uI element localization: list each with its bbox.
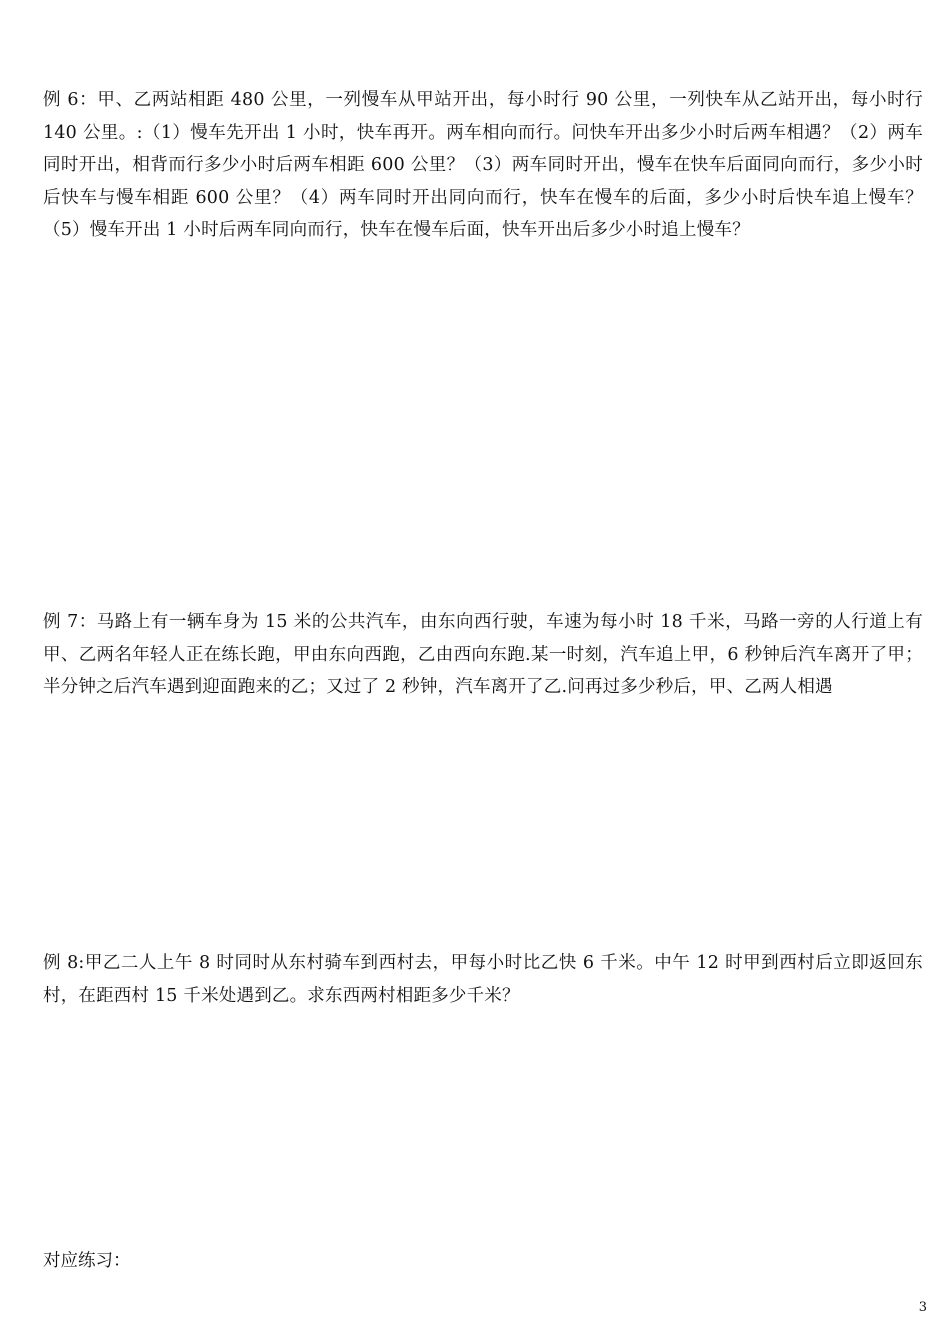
page-number: 3: [918, 1300, 927, 1315]
example-6-text: 例 6：甲、乙两站相距 480 公里，一列慢车从甲站开出，每小时行 90 公里，一列快车从乙站开出，每小时行 140 公里。:（1）慢车先开出 1 小时，快车再开。两车相向而行。问快车开出多少小时后两车相遇？（2）两车同时开出，相背而行多少小时后两车相距 600 公里？（3）两车同时开出，慢车在快车后面同向而行，多少小时后快车与慢车相距 600 公里？（4）两车同时开出同向而行，快车在慢车的后面，多少小时后快车追上慢车？（5）慢车开出 1 小时后两车同向而行，快车在慢车后面，快车开出后多少小时追上慢车？: [43, 90, 923, 240]
example-8-text: 例 8:甲乙二人上午 8 时同时从东村骑车到西村去，甲每小时比乙快 6 千米。中午 12 时甲到西村后立即返回东村，在距西村 15 千米处遇到乙。求东西两村相距多少千米？: [43, 953, 923, 1006]
practice-section-label: 对应练习：: [43, 1251, 131, 1271]
example-7-text: 例 7：马路上有一辆车身为 15 米的公共汽车，由东向西行驶，车速为每小时 18 千米，马路一旁的人行道上有甲、乙两名年轻人正在练长跑，甲由东向西跑，乙由西向东跑.某一时刻，汽车追上甲，6 秒钟后汽车离开了甲；半分钟之后汽车遇到迎面跑来的乙；又过了 2 秒钟，汽车离开了乙.问再过多少秒后，甲、乙两人相遇: [43, 612, 923, 697]
